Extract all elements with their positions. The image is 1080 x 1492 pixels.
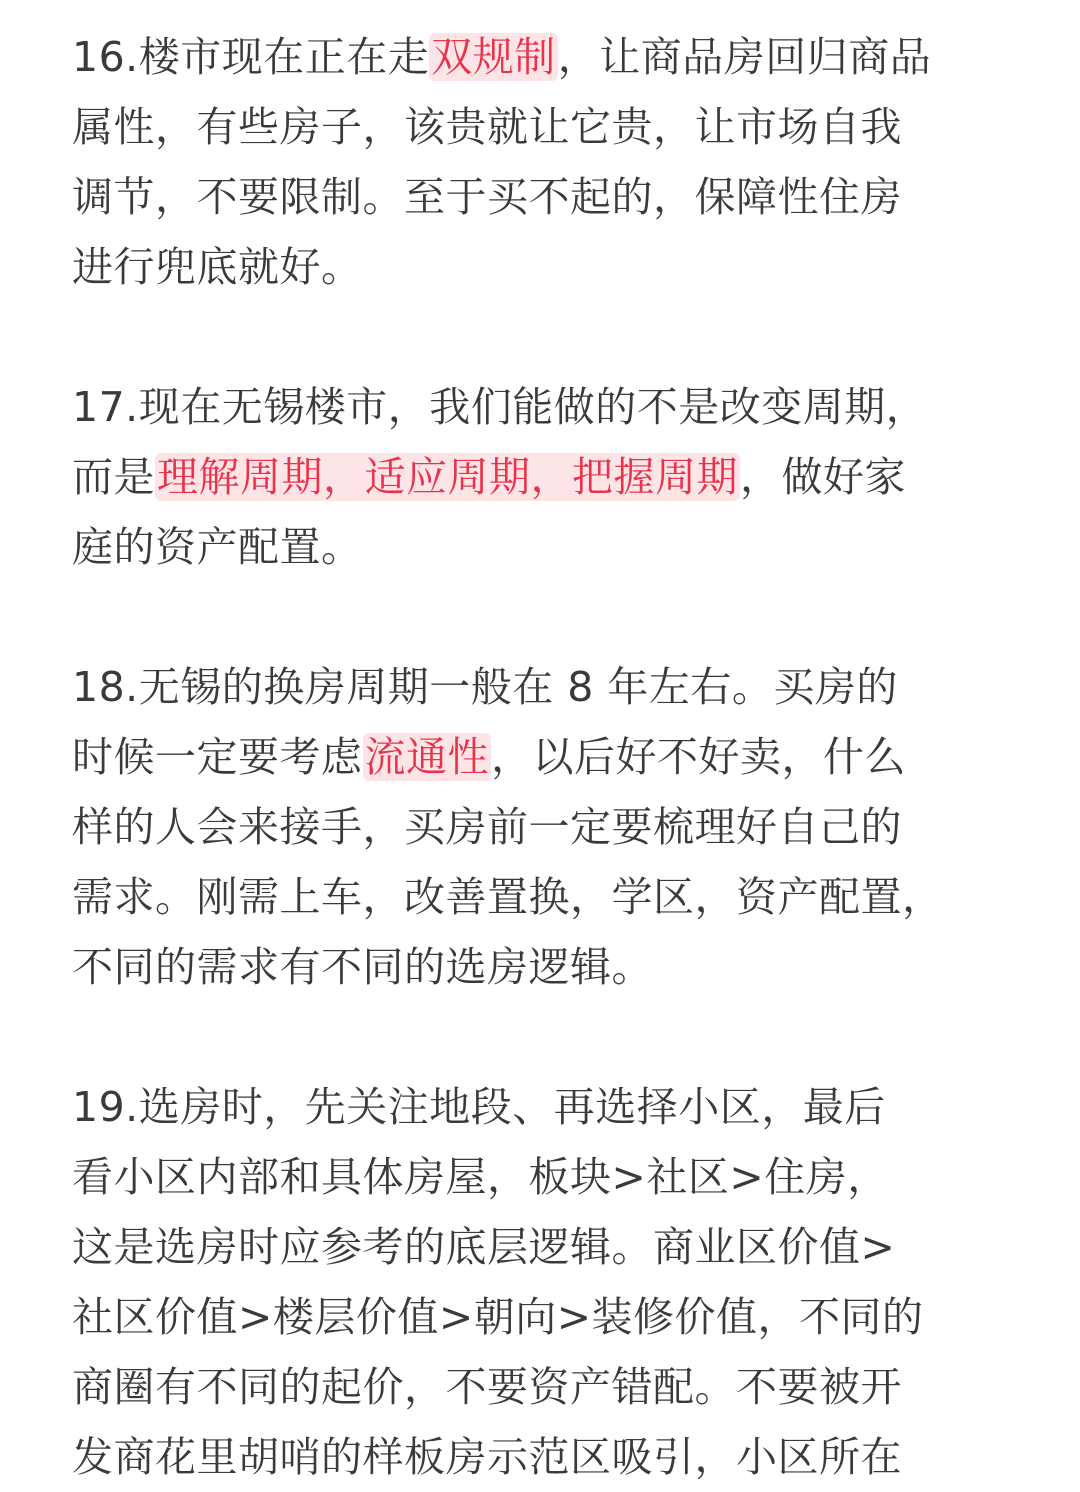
text-line (72, 22, 931, 92)
text-line (72, 232, 931, 302)
text-line (72, 932, 944, 1002)
paragraph-19 (72, 1072, 924, 1492)
highlighted-phrase: 双规制 (431, 33, 556, 81)
text-span: 这是选房时应参考的底层逻辑。商业区价值> (72, 1223, 896, 1271)
text-span: 调节，不要限制。至于买不起的，保障性住房 (72, 173, 902, 221)
text-span: ，做好家 (740, 453, 906, 501)
text-span: 17.现在无锡楼市，我们能做的不是改变周期， (72, 383, 928, 431)
text-span: 19.选房时，先关注地段、再选择小区，最后 (72, 1083, 886, 1131)
text-line (72, 1142, 924, 1212)
text-line (72, 1212, 924, 1282)
text-line (72, 862, 944, 932)
text-line (72, 1072, 924, 1142)
text-span: ，让商品房回归商品 (557, 33, 932, 81)
text-line (72, 92, 931, 162)
text-span: 发商花里胡哨的样板房示范区吸引，小区所在 (72, 1433, 902, 1481)
text-span: 而是 (72, 453, 155, 501)
text-line (72, 792, 944, 862)
text-line (72, 162, 931, 232)
highlighted-phrase: 流通性 (364, 733, 489, 781)
paragraph-18 (72, 652, 944, 1002)
highlighted-phrase: 理解周期，适应周期，把握周期 (157, 453, 738, 501)
text-span: 不同的需求有不同的选房逻辑。 (72, 943, 653, 991)
paragraph-17 (72, 372, 927, 582)
text-span: 18.无锡的换房周期一般在 8 年左右。买房的 (72, 663, 898, 711)
text-span: 看小区内部和具体房屋，板块>社区>住房， (72, 1153, 889, 1201)
text-span: 16.楼市现在正在走 (72, 33, 430, 81)
text-line (72, 1352, 924, 1422)
text-span: 属性，有些房子，该贵就让它贵，让市场自我 (72, 103, 902, 151)
text-line (72, 442, 927, 512)
text-span: ，以后好不好卖，什么 (491, 733, 906, 781)
text-span: 庭的资产配置。 (72, 523, 363, 571)
text-line (72, 1282, 924, 1352)
text-span: 进行兜底就好。 (72, 243, 363, 291)
text-line (72, 722, 944, 792)
text-span: 时候一定要考虑 (72, 733, 363, 781)
text-span: 商圈有不同的起价，不要资产错配。不要被开 (72, 1363, 902, 1411)
text-line (72, 372, 927, 442)
text-span: 需求。刚需上车，改善置换，学区，资产配置， (72, 873, 944, 921)
text-line (72, 512, 927, 582)
text-span: 社区价值>楼层价值>朝向>装修价值，不同的 (72, 1293, 924, 1341)
text-line (72, 652, 944, 722)
paragraph-16 (72, 22, 931, 302)
text-line (72, 1422, 924, 1492)
text-span: 样的人会来接手，买房前一定要梳理好自己的 (72, 803, 902, 851)
